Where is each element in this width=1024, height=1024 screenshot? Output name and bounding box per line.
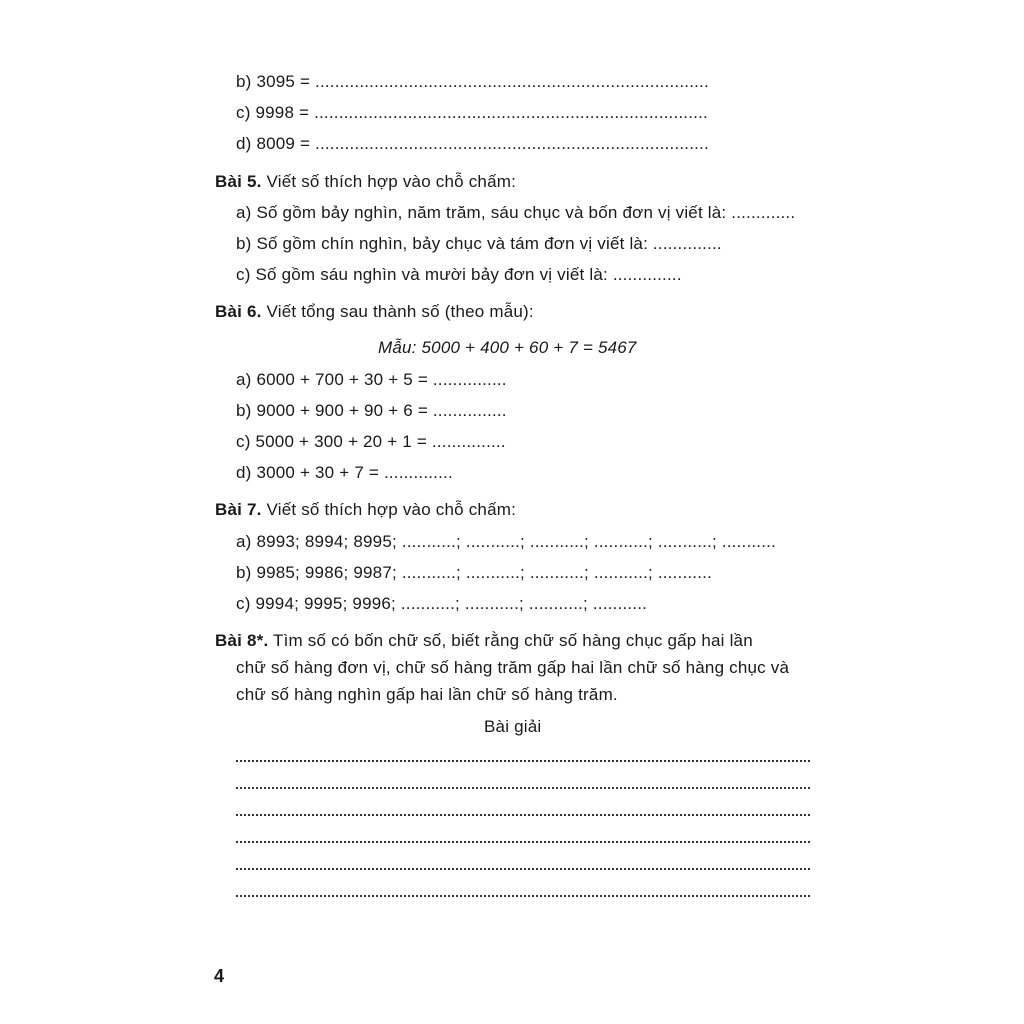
bai6-label: Bài 6. <box>215 302 262 321</box>
answer-line[interactable] <box>236 895 810 897</box>
bai8-line1: Tìm số có bốn chữ số, biết rằng chữ số hàng chục gấp hai lần <box>273 631 753 650</box>
bai5-item-a: a) Số gồm bảy nghìn, năm trăm, sáu chục và bốn đơn vị viết là: ............. <box>236 203 796 222</box>
answer-line[interactable] <box>236 760 810 762</box>
bai4-item-c: c) 9998 = ................................................................................ <box>236 103 708 122</box>
bai8-line2: chữ số hàng đơn vị, chữ số hàng trăm gấp hai lần chữ số hàng chục và <box>236 658 790 677</box>
bai7-item-b: b) 9985; 9986; 9987; ...........; ...........; ...........; ...........; ........... <box>236 563 712 582</box>
bai8-line3: chữ số hàng nghìn gấp hai lần chữ số hàng trăm. <box>236 685 618 704</box>
answer-line[interactable] <box>236 841 810 843</box>
bai5-item-c: c) Số gồm sáu nghìn và mười bảy đơn vị viết là: .............. <box>236 265 682 284</box>
bai7-text: Viết số thích hợp vào chỗ chấm: <box>266 500 517 519</box>
bai6-heading <box>215 301 534 323</box>
answer-line[interactable] <box>236 868 810 870</box>
bai7-item-c: c) 9994; 9995; 9996; ...........; ...........; ...........; ........... <box>236 594 648 613</box>
solution-title: Bài giải <box>484 717 542 736</box>
bai6-item-d: d) 3000 + 30 + 7 = .............. <box>236 463 453 482</box>
bai7-label: Bài 7. <box>215 500 262 519</box>
bai7-heading <box>215 499 516 521</box>
bai6-example: Mẫu: 5000 + 400 + 60 + 7 = 5467 <box>378 338 637 357</box>
bai6-text: Viết tổng sau thành số (theo mẫu): <box>266 302 534 321</box>
bai4-item-b: b) 3095 = ................................................................................ <box>236 72 709 91</box>
bai6-item-c: c) 5000 + 300 + 20 + 1 = ............... <box>236 432 506 451</box>
bai8-label: Bài 8*. <box>215 631 269 650</box>
bai4-item-d: d) 8009 = ................................................................................ <box>236 134 709 153</box>
bai5-heading <box>215 171 516 193</box>
bai5-item-b: b) Số gồm chín nghìn, bảy chục và tám đơn vị viết là: .............. <box>236 234 722 253</box>
answer-line[interactable] <box>236 814 810 816</box>
bai6-item-b: b) 9000 + 900 + 90 + 6 = ............... <box>236 401 507 420</box>
bai5-label: Bài 5. <box>215 172 262 191</box>
bai8-heading <box>215 630 753 652</box>
bai7-item-a: a) 8993; 8994; 8995; ...........; ...........; ...........; ...........; ...........; ........... <box>236 532 776 551</box>
bai6-item-a: a) 6000 + 700 + 30 + 5 = ............... <box>236 370 507 389</box>
bai5-text: Viết số thích hợp vào chỗ chấm: <box>266 172 517 191</box>
page-number: 4 <box>214 966 225 986</box>
answer-line[interactable] <box>236 787 810 789</box>
